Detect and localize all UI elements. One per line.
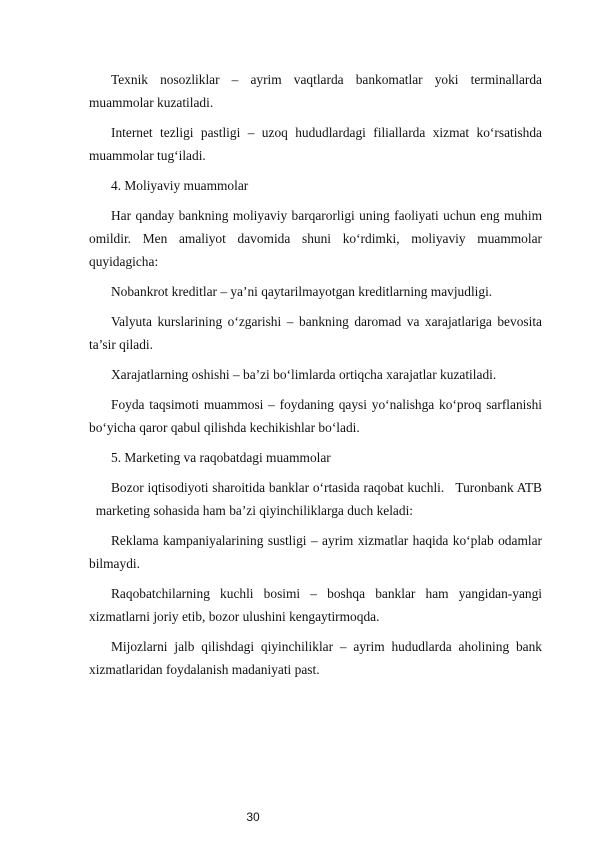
section-heading-financial-problems: 4. Moliyaviy muammolar [111,178,249,193]
paragraph-financial-stability: Har qanday bankning moliyaviy barqarorligi uning faoliyati uchun eng muhim omildir. Men amaliyot davomida shuni ko‘rdimki, moliyaviy muammolar quyidagicha: [89,208,542,269]
paragraph-currency-rates: Valyuta kurslarining o‘zgarishi – bankning daromad va xarajatlariga bevosita ta’sir qiladi. [89,314,542,352]
paragraph-technical-faults: Texnik nosozliklar – ayrim vaqtlarda bankomatlar yoki terminallarda muammolar kuzatiladi. [89,72,542,110]
paragraph-rising-costs: Xarajatlarning oshishi – ba’zi bo‘limlarda ortiqcha xarajatlar kuzatiladi. [111,367,497,382]
paragraph-internet-speed: Internet tezligi pastligi – uzoq hududlardagi filiallarda xizmat ko‘rsatishda muammolar tug‘iladi. [89,125,542,163]
page-number: 30 [246,810,260,824]
paragraph-weak-advertising: Reklama kampaniyalarining sustligi – ayrim xizmatlar haqida ko‘plab odamlar bilmaydi. [89,533,542,571]
paragraph-competitor-pressure: Raqobatchilarning kuchli bosimi – boshqa banklar ham yangidan-yangi xizmatlarni joriy etib, bozor ulushini kengaytirmoqda. [89,586,542,624]
paragraph-profit-distribution: Foyda taqsimoti muammosi – foydaning qaysi yo‘nalishga ko‘proq sarflanishi bo‘yicha qaror qabul qilishda kechikishlar bo‘ladi. [89,397,542,435]
paragraph-client-attraction: Mijozlarni jalb qilishdagi qiyinchiliklar – ayrim hududlarda aholining bank xizmatlaridan foydalanish madaniyati past. [89,639,542,677]
paragraph-market-competition: Bozor iqtisodiyoti sharoitida banklar o‘rtasida raqobat kuchli. Turonbank ATB marketing sohasida ham ba’zi qiyinchiliklarga duch keladi: [89,480,542,518]
page-content [89,68,542,681]
paragraph-bad-loans: Nobankrot kreditlar – ya’ni qaytarilmayotgan kreditlarning mavjudligi. [111,284,493,299]
section-heading-marketing-problems: 5. Marketing va raqobatdagi muammolar [111,450,331,465]
